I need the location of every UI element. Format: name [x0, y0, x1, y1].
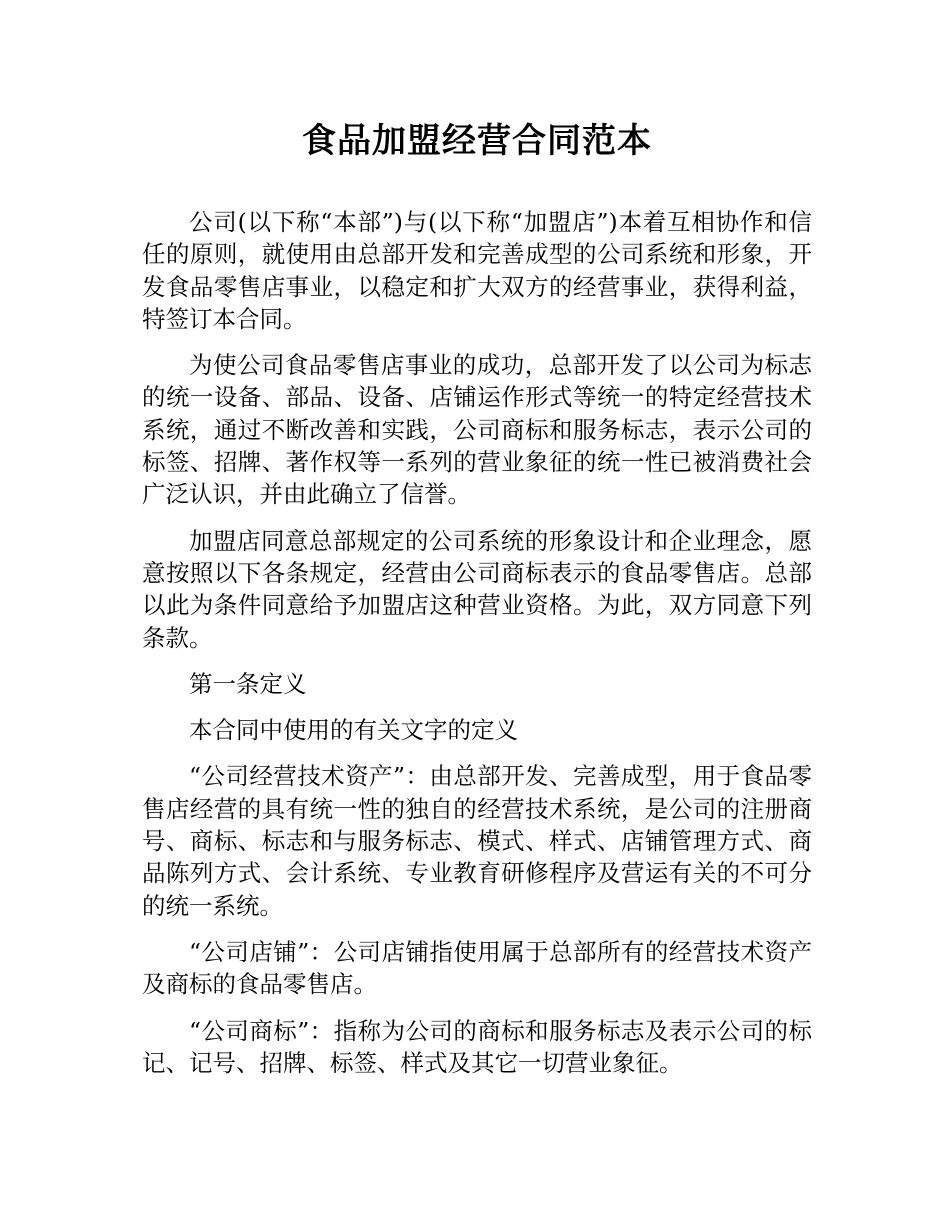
document-title: 食品加盟经营合同范本: [302, 121, 652, 161]
background-paragraph: 为使公司食品零售店事业的成功，总部开发了以公司为标志的统一设备、部品、设备、店铺运作形式等统一的特定经营技术系统，通过不断改善和实践，公司商标和服务标志，表示公司的标签、招牌、著作权等一系列的营业象征的统一性已被消费社会广泛认识，并由此确立了信誉。: [142, 351, 812, 509]
definition-company-store: “公司店铺”：公司店铺指使用属于总部所有的经营技术资产及商标的食品零售店。: [142, 937, 812, 999]
intro-paragraph: 公司(以下称“本部”)与(以下称“加盟店”)本着互相协作和信任的原则，就使用由总部开发和完善成型的公司系统和形象，开发食品零售店事业，以稳定和扩大双方的经营事业，获得利益，特签订本合同。: [142, 208, 812, 333]
definition-technical-assets: “公司经营技术资产”：由总部开发、完善成型，用于食品零售店经营的具有统一性的独自的经营技术系统，是公司的注册商号、商标、标志和与服务标志、模式、样式、店铺管理方式、商品陈列方式、会计系统、专业教育研修程序及营运有关的不可分的统一系统。: [142, 762, 812, 920]
definition-company-trademark: “公司商标”：指称为公司的商标和服务标志及表示公司的标记、记号、招牌、标签、样式及其它一切营业象征。: [142, 1016, 812, 1077]
agreement-paragraph: 加盟店同意总部规定的公司系统的形象设计和企业理念，愿意按照以下各条规定，经营由公司商标表示的食品零售店。总部以此为条件同意给予加盟店这种营业资格。为此，双方同意下列条款。: [142, 526, 812, 652]
document-body: [142, 206, 812, 1079]
definitions-intro: 本合同中使用的有关文字的定义: [189, 716, 518, 745]
article-heading: 第一条定义: [189, 669, 307, 698]
document-page: [142, 118, 812, 1093]
